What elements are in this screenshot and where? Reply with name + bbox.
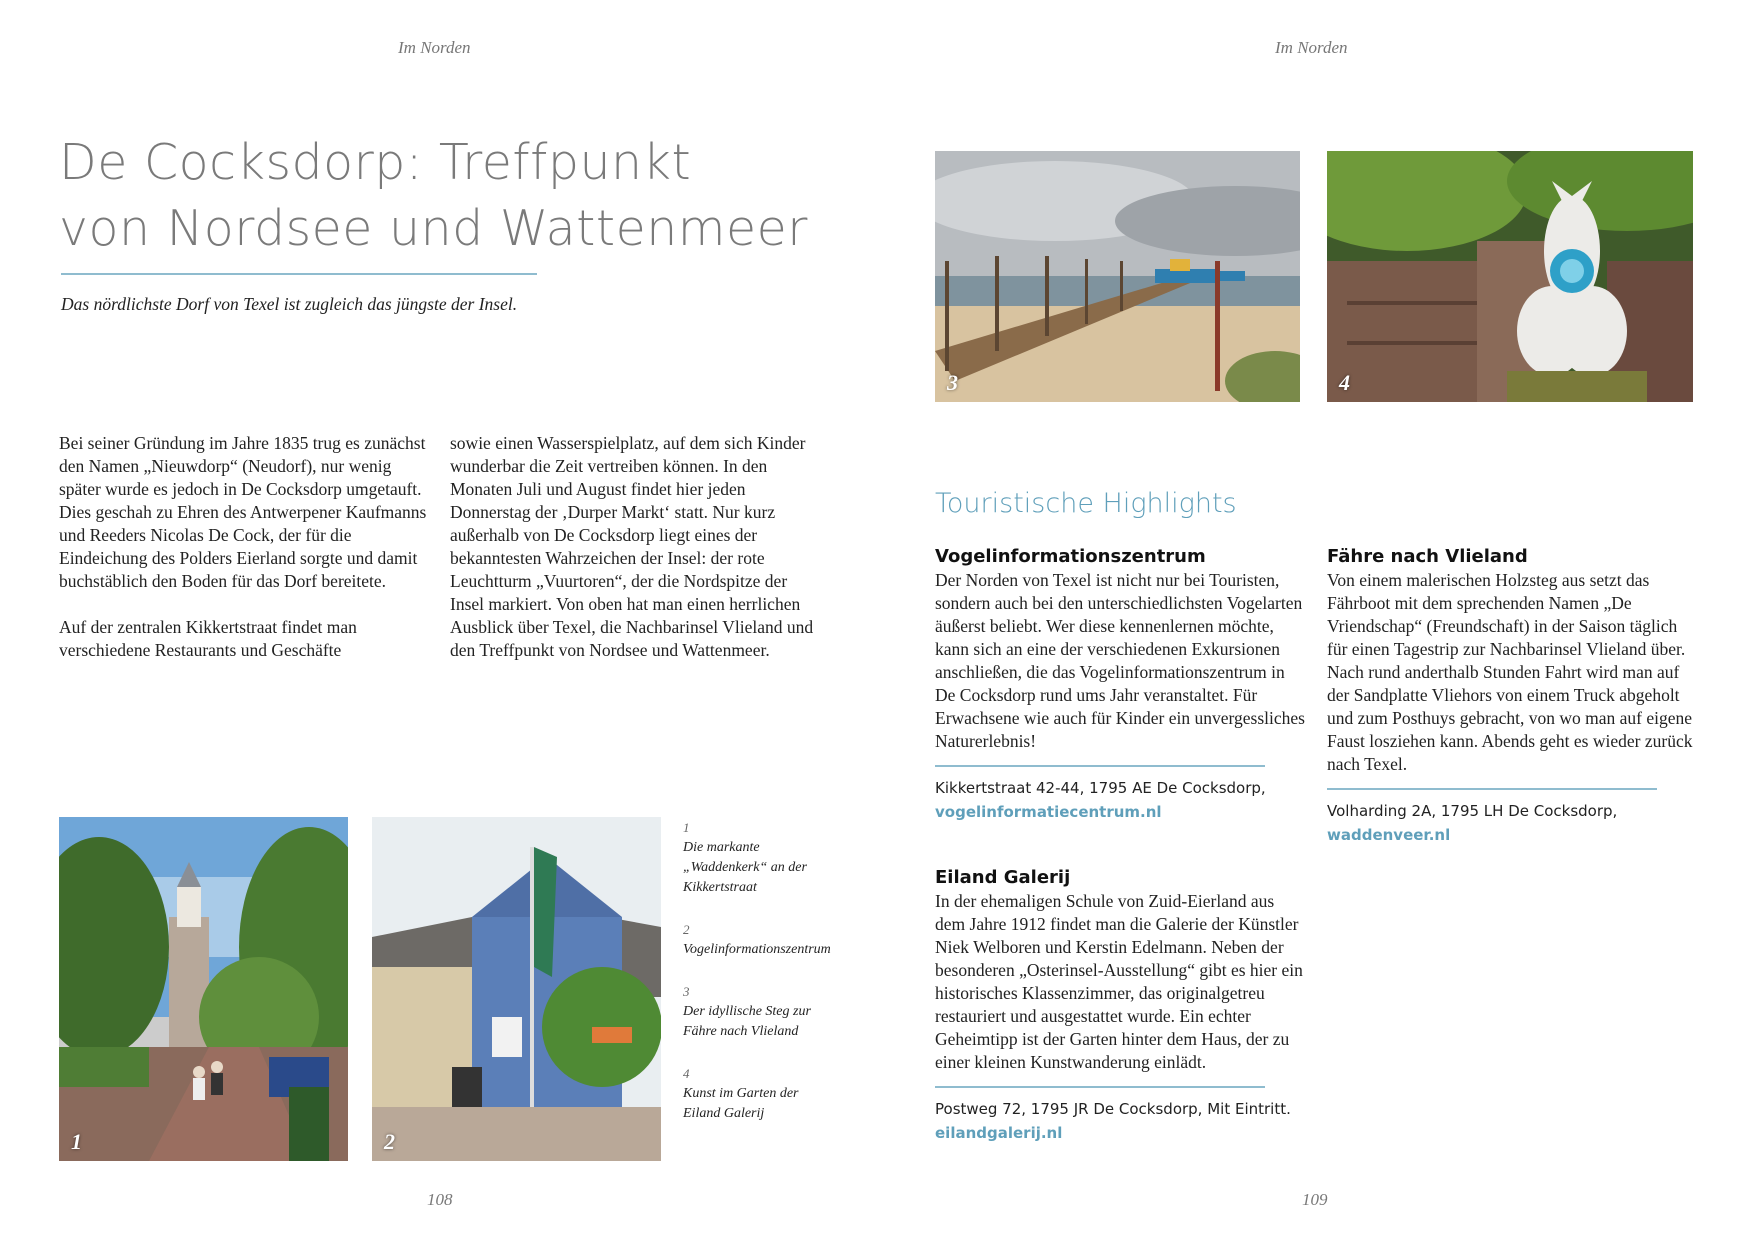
photo-garden-art xyxy=(1327,151,1693,402)
highlight-title: Eiland Galerij xyxy=(935,867,1071,888)
title-rule xyxy=(61,273,537,275)
highlight-text: In der ehemaligen Schule von Zuid-Eierland aus dem Jahre 1912 findet man die Galerie der Künstler Niek Welboren und Kerstin Edelmann. Neben der besonderen „Osterinsel-Ausstellung“ gibt es hier ein historisches Klassenzimmer, das originalgetreu restauriert und ausgestattet wurde. Ein echter Geheimtipp ist der Garten hinter dem Haus, der zu einer kleinen Kunstwanderung einlädt. xyxy=(935,891,1303,1072)
highlight-rule xyxy=(1327,788,1657,790)
photo-ferry-jetty-image xyxy=(935,151,1300,402)
caption-4 xyxy=(683,1064,833,1124)
body-paragraph: Bei seiner Gründung im Jahre 1835 trug es zunächst den Namen „Nieuwdorp“ (Neudorf), nur wenig später wurde es jedoch in De Cocksdorp umgetauft. Dies geschah zu Ehren des Antwerpener Kaufmanns und Reeders Nicolas De Cock, der für die Eindeichung des Polders Eierland sorgte und damit buchstäblich den Boden für das Dorf bereitete. xyxy=(59,433,427,591)
highlight-text: Von einem malerischen Holzsteg aus setzt das Fährboot mit dem sprechenden Namen „De Vriendschap“ (Freundschaft) in der Saison täglich für einen Tagestrip zur Nachbarinsel Vlieland über. Nach rund anderthalb Stunden Fahrt wird man auf der Sandplatte Vliehors von einem Truck abgeholt und zum Posthuys gebracht, von wo man auf eigene Faust losziehen kann. Abends geht es wieder zurück nach Texel. xyxy=(1327,570,1693,774)
photo-number: 1 xyxy=(71,1129,82,1154)
photo-vogelinformationszentrum-image xyxy=(372,817,661,1161)
body-column-2 xyxy=(450,432,822,685)
running-head-right: Im Norden xyxy=(1275,38,1348,57)
title-line-1: De Cocksdorp: Treffpunkt xyxy=(59,134,692,191)
highlight-address: Postweg 72, 1795 JR De Cocksdorp, Mit Eintritt. xyxy=(935,1100,1291,1118)
page-number-right: 109 xyxy=(1302,1190,1328,1209)
page-title xyxy=(59,130,819,262)
caption-number: 3 xyxy=(683,984,690,999)
photo-waddenkerk xyxy=(59,817,348,1161)
highlight-title: Fähre nach Vlieland xyxy=(1327,546,1528,567)
highlight-text: Der Norden von Texel ist nicht nur bei Touristen, sondern auch bei den unterschiedlichsten Vogelarten äußerst beliebt. Wer diese kennenlernen möchte, kann sich an eine der verschiedenen Exkursionen anschließen, die das Vogelinformationszentrum in De Cocksdorp rund ums Jahr veranstaltet. Für Erwachsene wie auch für Kinder ein unvergessliches Naturerlebnis! xyxy=(935,570,1305,751)
photo-number: 4 xyxy=(1339,370,1350,395)
highlight-title: Vogelinformationszentrum xyxy=(935,546,1206,567)
highlight-link[interactable]: vogelinformatiecentrum.nl xyxy=(935,803,1162,821)
photo-ferry-jetty xyxy=(935,151,1300,402)
caption-text: Die markante „Waddenkerk“ an der Kikkertstraat xyxy=(683,840,807,895)
highlight-address: Volharding 2A, 1795 LH De Cocksdorp, xyxy=(1327,802,1618,820)
highlight-link[interactable]: eilandgalerij.nl xyxy=(935,1124,1063,1142)
photo-number: 3 xyxy=(947,370,958,395)
body-paragraph: sowie einen Wasserspielplatz, auf dem sich Kinder wunderbar die Zeit vertreiben können. In den Monaten Juli und August findet hier jeden Donnerstag der ‚Durper Markt‘ statt. Nur kurz außerhalb von De Cocksdorp liegt eines der bekanntesten Wahrzeichen der Insel: der rote Leuchtturm „Vuurtoren“, der die Nordspitze der Insel markiert. Von oben hat man einen herrlichen Ausblick über Texel, die Nachbarinsel Vlieland und den Treffpunkt von Nordsee und Wattenmeer. xyxy=(450,433,814,660)
photo-vogelinformationszentrum xyxy=(372,817,661,1161)
caption-1 xyxy=(683,818,833,898)
running-head-left: Im Norden xyxy=(398,38,471,57)
caption-number: 2 xyxy=(683,922,690,937)
photo-captions xyxy=(683,818,833,1146)
body-column-1 xyxy=(59,432,431,685)
caption-number: 4 xyxy=(683,1066,690,1081)
highlight-rule xyxy=(935,1086,1265,1088)
photo-garden-art-image xyxy=(1327,151,1693,402)
caption-3 xyxy=(683,982,833,1042)
body-paragraph: Auf der zentralen Kikkertstraat findet man verschiedene Restaurants und Geschäfte xyxy=(59,617,357,660)
highlight-eiland-galerij xyxy=(935,866,1305,1145)
caption-number: 1 xyxy=(683,820,690,835)
highlight-address: Kikkertstraat 42-44, 1795 AE De Cocksdorp, xyxy=(935,779,1266,797)
caption-text: Der idyllische Steg zur Fähre nach Vlieland xyxy=(683,1004,811,1039)
section-title: Touristische Highlights xyxy=(935,488,1237,519)
caption-text: Vogelinformationszentrum xyxy=(683,942,831,957)
title-line-2: von Nordsee und Wattenmeer xyxy=(59,200,808,257)
page-number-left: 108 xyxy=(427,1190,453,1209)
highlight-link[interactable]: waddenveer.nl xyxy=(1327,826,1451,844)
caption-text: Kunst im Garten der Eiland Galerij xyxy=(683,1086,799,1121)
photo-waddenkerk-image xyxy=(59,817,348,1161)
lead-text: Das nördlichste Dorf von Texel ist zugleich das jüngste der Insel. xyxy=(61,294,518,314)
highlight-rule xyxy=(935,765,1265,767)
photo-number: 2 xyxy=(384,1129,395,1154)
caption-2 xyxy=(683,920,833,960)
highlight-vogelinformationszentrum xyxy=(935,545,1305,824)
highlight-faehre-vlieland xyxy=(1327,545,1697,847)
